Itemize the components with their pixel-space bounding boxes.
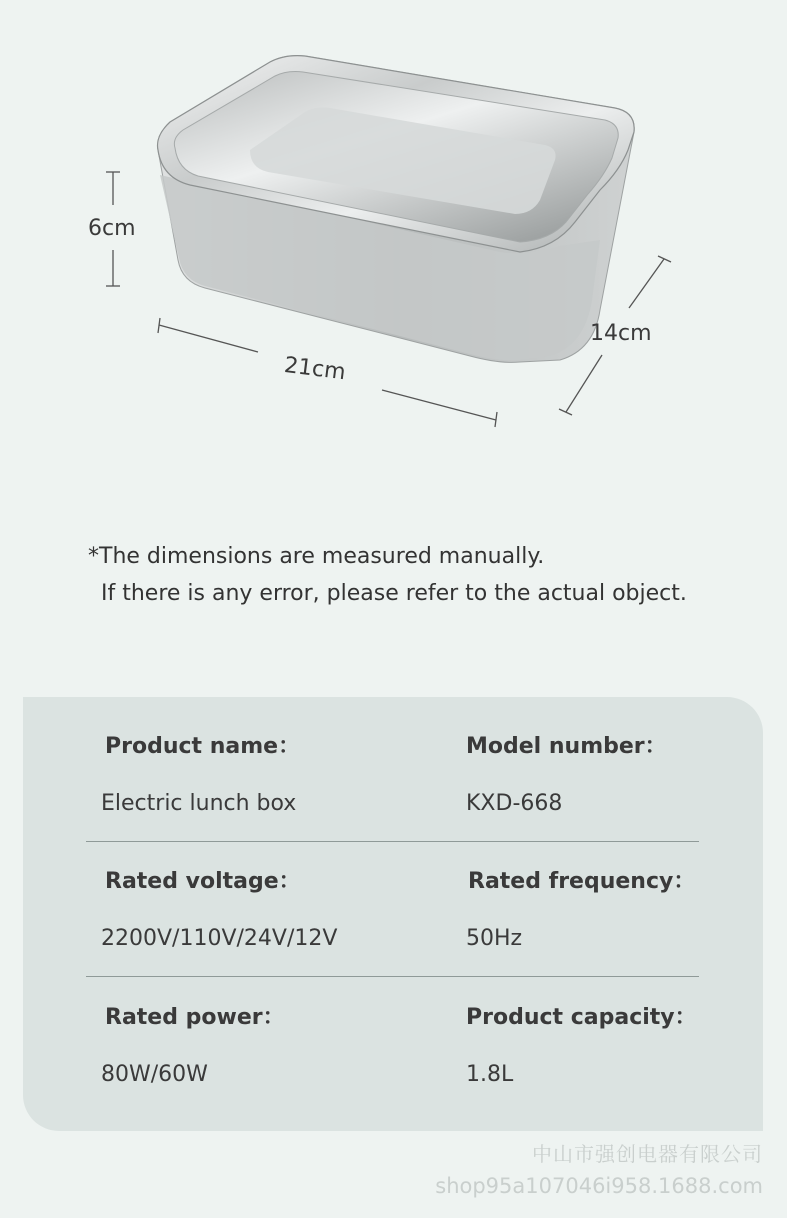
height-label: 6cm <box>88 216 136 241</box>
rated-voltage-value: 2200V/110V/24V/12V <box>101 926 338 951</box>
rated-power-value: 80W/60W <box>101 1062 208 1087</box>
lunch-box-figure <box>0 0 787 470</box>
rated-power-label: Rated power： <box>105 1005 285 1030</box>
width-label: 14cm <box>590 321 652 346</box>
watermark-shop-url: shop95a107046i958.1688.com <box>435 1174 763 1198</box>
note-line-1: *The dimensions are measured manually. <box>88 544 545 569</box>
rated-voltage-label: Rated voltage： <box>105 869 301 894</box>
product-name-value: Electric lunch box <box>101 791 297 816</box>
product-capacity-label: Product capacity： <box>466 1005 697 1030</box>
spec-card <box>23 697 763 1131</box>
length-label: 21cm <box>282 352 347 386</box>
spec-row-product <box>23 697 763 832</box>
spec-row-power <box>23 968 763 1103</box>
rated-frequency-label: Rated frequency： <box>468 869 696 894</box>
product-name-label: Product name： <box>105 734 301 759</box>
spec-row-voltage <box>23 832 763 967</box>
watermark-company: 中山市强创电器有限公司 <box>532 1142 763 1166</box>
rated-frequency-value: 50Hz <box>466 926 523 951</box>
note-line-2: If there is any error, please refer to the actual object. <box>101 581 687 606</box>
model-number-value: KXD-668 <box>466 791 563 816</box>
height-dimension <box>88 172 136 286</box>
product-capacity-value: 1.8L <box>466 1062 514 1087</box>
measurement-note <box>88 538 687 612</box>
model-number-label: Model number： <box>466 734 667 759</box>
